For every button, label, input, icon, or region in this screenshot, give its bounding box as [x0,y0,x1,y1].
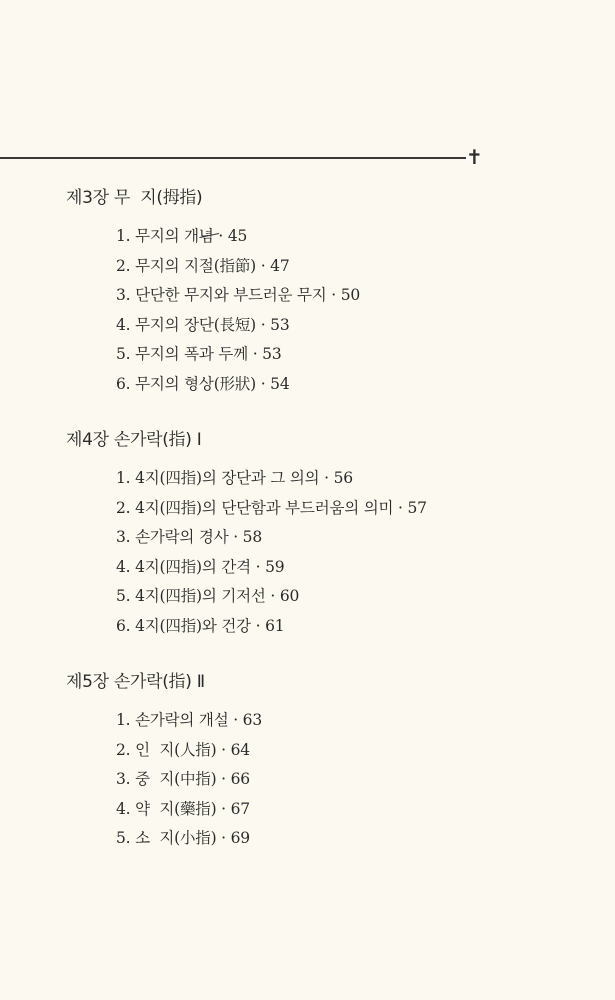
toc-entry: 6. 무지의 형상(形狀) · 54 [116,374,290,393]
toc-entry: 4. 무지의 장단(長短) · 53 [116,315,290,334]
chapter-title: 제5장 손가락(指) Ⅱ [66,672,205,692]
top-rule [0,157,466,159]
toc-entry: 5. 소 지(小指) · 69 [116,829,250,847]
toc-entry: 1. 손가락의 개설 · 63 [116,711,262,729]
toc-entry: 3. 손가락의 경사 · 58 [116,528,262,546]
toc-entry: 5. 4지(四指)의 기저선 · 60 [116,587,300,605]
toc-entry: 4. 약 지(藥指) · 67 [116,799,250,818]
toc-entry: 1. 무지의 개념 · 45 [116,227,248,245]
chapter-3 [66,182,360,399]
toc-entry: 2. 무지의 지절(指節) · 47 [116,256,290,275]
toc-entry: 2. 4지(四指)의 단단함과 부드러움의 의미 · 57 [116,498,427,517]
cross-ornament-icon: ✝ [466,145,483,169]
chapter-items [66,222,360,399]
toc-entry: 1. 4지(四指)의 장단과 그 의의 · 56 [116,469,353,487]
toc-entry: 6. 4지(四指)와 건강 · 61 [116,616,285,635]
chapter-4 [66,424,427,641]
toc-entry: 5. 무지의 폭과 두께 · 53 [116,345,282,363]
chapter-items [66,706,262,854]
toc-entry: 3. 중 지(中指) · 66 [116,770,250,788]
chapter-title: 제4장 손가락(指) Ⅰ [66,430,202,450]
toc-entry: 4. 4지(四指)의 간격 · 59 [116,557,285,576]
chapter-title: 제3장 무 지(拇指) [66,188,203,208]
toc-entry: 3. 단단한 무지와 부드러운 무지 · 50 [116,286,361,304]
toc-entry: 2. 인 지(人指) · 64 [116,740,250,759]
chapter-5 [66,666,262,854]
chapter-items [66,464,427,641]
